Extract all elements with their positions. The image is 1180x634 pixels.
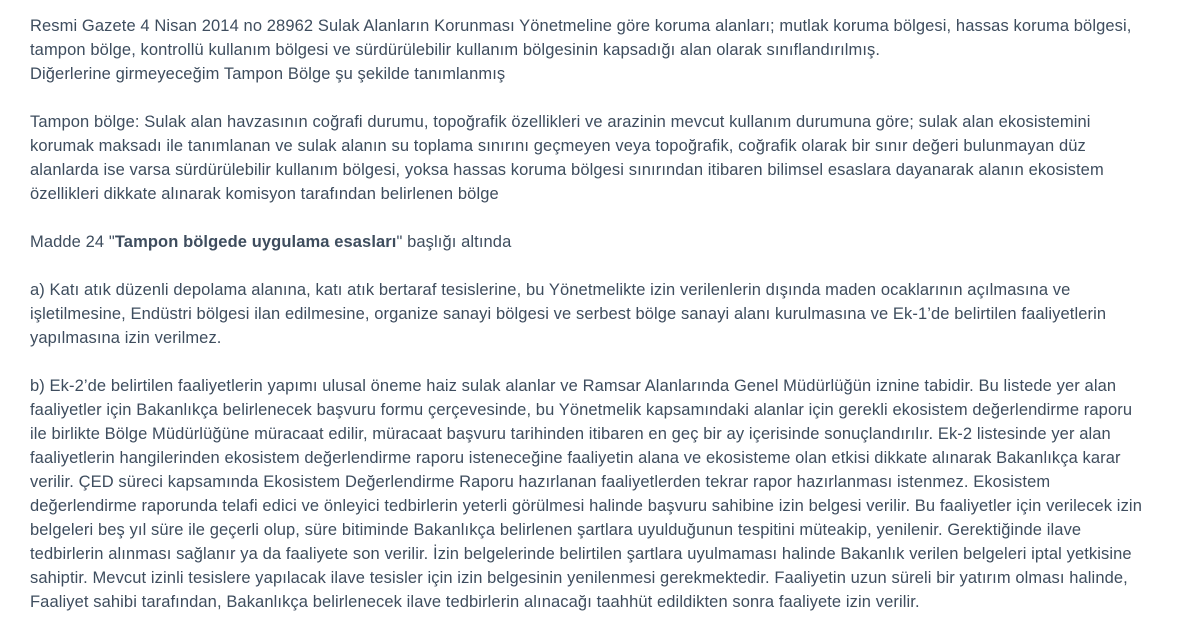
paragraph-madde-24: [30, 230, 1152, 254]
intro-sentence: Resmi Gazete 4 Nisan 2014 no 28962 Sulak Alanların Korunması Yönetmeline göre koruma alanları; mutlak koruma bölgesi, hassas koruma bölgesi, tampon bölge, kontrollü kullanım bölgesi ve sürdürülebilir kullanım bölgesinin kapsadığı alan olarak sınıflandırılmış.: [30, 17, 1132, 59]
paragraph-item-a: a) Katı atık düzenli depolama alanına, katı atık bertaraf tesislerine, bu Yönetmelikte izin verilenlerin dışında maden ocaklarının açılmasına ve işletilmesine, Endüstri bölgesi ilan edilmesine, organize sanayi bölgesi ve serbest bölge sanayi alanı kurulmasına ve Ek-1’de belirtilen faaliyetlerin yapılmasına izin verilmez.: [30, 281, 1107, 347]
paragraph-tampon-definition: Tampon bölge: Sulak alan havzasının coğrafi durumu, topoğrafik özellikleri ve arazinin mevcut kullanım durumuna göre; sulak alan ekosistemini korumak maksadı ile tanımlanan ve sulak alanın su toplama sınırını geçmeyen veya topoğrafik, coğrafik olarak bir sınır değeri bulunmayan düz alanlarda ise varsa sürdürülebilir kullanım bölgesi, yoksa hassas koruma bölgesi sınırından itibaren bilimsel esaslara dayanarak alanın ekosistem özellikleri dikkate alınarak komisyon tarafından belirlenen bölge: [30, 113, 1104, 203]
madde24-prefix: Madde 24 ": [30, 233, 115, 251]
intro-note: Diğerlerine girmeyeceğim Tampon Bölge şu şekilde tanımlanmış: [30, 65, 506, 83]
paragraph-item-b: b) Ek-2’de belirtilen faaliyetlerin yapımı ulusal öneme haiz sulak alanlar ve Ramsar Alanlarında Genel Müdürlüğün iznine tabidir. Bu listede yer alan faaliyetler için Bakanlıkça belirlenecek başvuru formu çerçevesinde, bu Yönetmelik kapsamındaki alanlar için gerekli ekosistem değerlendirme raporu ile birlikte Bölge Müdürlüğüne müracaat edilir, müracaat başvuru tarihinden itibaren en geç bir ay içerisinde sonuçlandırılır. Ek-2 listesinde yer alan faaliyetlerin hangilerinden ekosistem değerlendirme raporu isteneceğine faaliyetin alana ve ekosisteme olan etkisi dikkate alınarak Bakanlıkça karar verilir. ÇED süreci kapsamında Ekosistem Değerlendirme Raporu hazırlanan faaliyetlerden tekrar rapor hazırlanması istenmez. Ekosistem değerlendirme raporunda telafi edici ve önleyici tedbirlerin yeterli görülmesi halinde başvuru sahibine izin belgesi verilir. Bu faaliyetler için verilecek izin belgeleri beş yıl süre ile geçerli olup, süre bitiminde Bakanlıkça belirlenen şartlara uyulduğunun tespitini müteakip, yenilenir. Gerektiğinde ilave tedbirlerin alınması sağlanır ya da faaliyete son verilir. İzin belgelerinde belirtilen şartlara uyulmaması halinde Bakanlık verilen belgeleri iptal yetkisine sahiptir. Mevcut izinli tesislere yapılacak ilave tesisler için izin belgesinin yenilenmesi gerekmektedir. Faaliyetin uzun süreli bir yatırım olması halinde, Faaliyet sahibi tarafından, Bakanlıkça belirlenecek ilave tedbirlerin alınacağı taahhüt edildikten sonra faaliyete izin verilir.: [30, 377, 1142, 611]
madde24-title: Tampon bölgede uygulama esasları: [114, 233, 397, 251]
paragraph-intro: [30, 14, 1152, 86]
madde24-suffix: " başlığı altında: [396, 233, 512, 251]
